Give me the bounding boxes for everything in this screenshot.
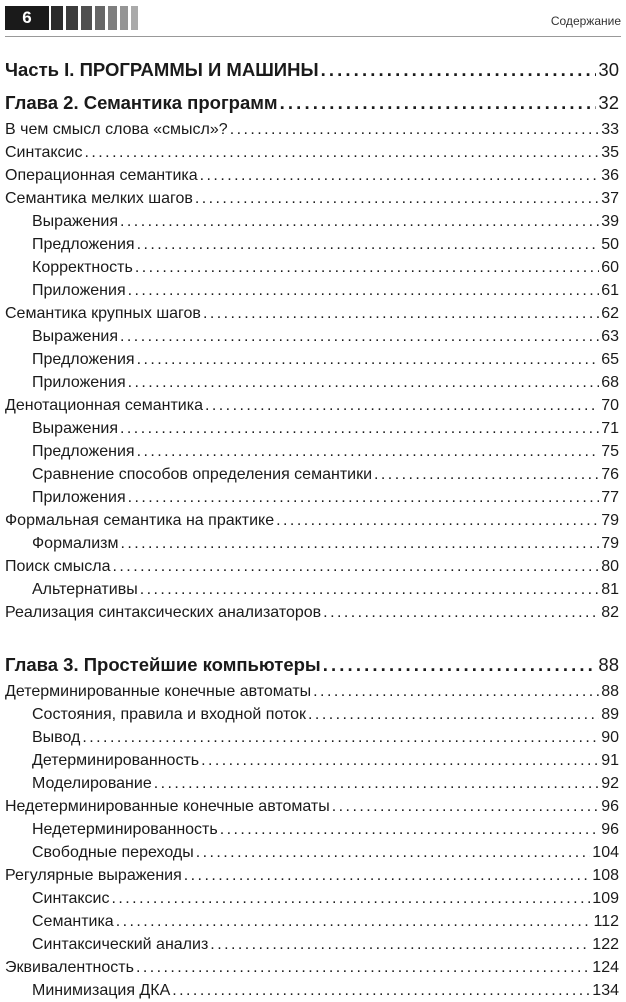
toc-entry-title: Предложения xyxy=(32,236,135,253)
toc-section-entry[interactable] xyxy=(5,164,619,187)
dot-leader xyxy=(140,578,600,601)
toc-chapter-page: 32 xyxy=(598,92,619,113)
toc-section-entry[interactable] xyxy=(5,141,619,164)
toc-subsection-entry[interactable] xyxy=(5,371,619,394)
header-bar xyxy=(51,6,63,30)
toc-entry-title: Предложения xyxy=(32,351,135,368)
toc-subsection-entry[interactable] xyxy=(5,463,619,486)
toc-subsection-entry[interactable] xyxy=(5,417,619,440)
toc-entry-title: Семантика xyxy=(32,913,114,930)
toc-entry-page: 60 xyxy=(601,259,619,276)
toc-entry-title: Сравнение способов определения семантики xyxy=(32,466,373,483)
toc-entry-page: 79 xyxy=(601,512,619,529)
toc-entry-title: Синтаксис xyxy=(5,144,83,161)
toc-subsection-entry[interactable] xyxy=(5,348,619,371)
toc-entry-title: Приложения xyxy=(32,489,126,506)
toc-entry-title: Реализация синтаксических анализаторов xyxy=(5,604,322,621)
dot-leader xyxy=(113,555,600,578)
toc-subsection-entry[interactable] xyxy=(5,532,619,555)
toc-entry-page: 79 xyxy=(601,535,619,552)
toc-entry-title: Минимизация ДКА xyxy=(32,982,171,999)
toc-entry-page: 81 xyxy=(601,581,619,598)
dot-leader xyxy=(154,772,599,795)
toc-entry-title: Семантика крупных шагов xyxy=(5,305,201,322)
toc-entry-page: 88 xyxy=(601,683,619,700)
dot-leader xyxy=(128,371,600,394)
toc-subsection-entry[interactable] xyxy=(5,772,619,795)
toc-subsection-entry[interactable] xyxy=(5,818,619,841)
toc-subsection-entry[interactable] xyxy=(5,841,619,864)
toc-entry-page: 36 xyxy=(601,167,619,184)
toc-entry-title: Детерминированные конечные автоматы xyxy=(5,683,312,700)
toc-entry-page: 96 xyxy=(601,821,619,838)
dot-leader xyxy=(201,749,599,772)
toc-chapter-title: Глава 3. Простейшие компьютеры xyxy=(5,654,321,675)
toc-section-entry[interactable] xyxy=(5,956,619,979)
dot-leader xyxy=(135,256,599,279)
chapter-3-sections xyxy=(5,680,619,1002)
toc-chapter-entry[interactable] xyxy=(5,88,619,118)
toc-section-entry[interactable] xyxy=(5,118,619,141)
dot-leader xyxy=(137,440,600,463)
toc-subsection-entry[interactable] xyxy=(5,256,619,279)
toc-entry-title: Выражения xyxy=(32,420,119,437)
toc-entry-title: Синтаксис xyxy=(32,890,110,907)
toc-chapter-page: 88 xyxy=(598,654,619,675)
toc-entry-title: Недетерминированные конечные автоматы xyxy=(5,798,330,815)
toc-entry-page: 82 xyxy=(601,604,619,621)
toc-entry-page: 104 xyxy=(592,844,619,861)
toc-section-entry[interactable] xyxy=(5,302,619,325)
toc-entry-page: 89 xyxy=(601,706,619,723)
toc-entry-page: 124 xyxy=(592,959,619,976)
header-bar xyxy=(108,6,117,30)
dot-leader xyxy=(323,601,599,624)
toc-entry-title: Приложения xyxy=(32,374,126,391)
toc-subsection-entry[interactable] xyxy=(5,279,619,302)
toc-entry-page: 96 xyxy=(601,798,619,815)
toc-entry-title: Регулярные выражения xyxy=(5,867,182,884)
dot-leader xyxy=(323,650,597,680)
dot-leader xyxy=(203,302,599,325)
dot-leader xyxy=(200,164,600,187)
toc-entry-page: 61 xyxy=(601,282,619,299)
decorative-bars xyxy=(51,6,141,30)
toc-subsection-entry[interactable] xyxy=(5,233,619,256)
header-bar xyxy=(131,6,138,30)
toc-entry-page: 77 xyxy=(601,489,619,506)
toc-chapter-title: Глава 2. Семантика программ xyxy=(5,92,278,113)
toc-subsection-entry[interactable] xyxy=(5,440,619,463)
toc-subsection-entry[interactable] xyxy=(5,887,619,910)
dot-leader xyxy=(308,703,599,726)
running-title: Содержание xyxy=(550,14,621,28)
dot-leader xyxy=(172,979,590,1002)
toc-subsection-entry[interactable] xyxy=(5,726,619,749)
dot-leader xyxy=(374,463,599,486)
toc-subsection-entry[interactable] xyxy=(5,325,619,348)
dot-leader xyxy=(332,795,599,818)
header-bar xyxy=(66,6,78,30)
dot-leader xyxy=(184,864,591,887)
toc-entry-title: Вывод xyxy=(32,729,81,746)
toc-entry-page: 112 xyxy=(593,913,619,930)
toc-subsection-entry[interactable] xyxy=(5,486,619,509)
toc-entry-title: Свободные переходы xyxy=(32,844,194,861)
dot-leader xyxy=(196,841,591,864)
toc-entry-page: 33 xyxy=(601,121,619,138)
toc-entry-title: Эквивалентность xyxy=(5,959,134,976)
toc-chapter-entry[interactable] xyxy=(5,650,619,680)
toc-subsection-entry[interactable] xyxy=(5,210,619,233)
dot-leader xyxy=(120,325,599,348)
toc-section-entry[interactable] xyxy=(5,680,619,703)
toc-entry-page: 37 xyxy=(601,190,619,207)
toc-section-entry[interactable] xyxy=(5,795,619,818)
dot-leader xyxy=(128,486,600,509)
toc-part-title: Часть I. ПРОГРАММЫ И МАШИНЫ xyxy=(5,59,319,80)
toc-entry-page: 50 xyxy=(601,236,619,253)
toc-entry-title: Моделирование xyxy=(32,775,152,792)
header-bar xyxy=(120,6,128,30)
toc-entry-page: 109 xyxy=(592,890,619,907)
toc-entry-page: 92 xyxy=(601,775,619,792)
toc-subsection-entry[interactable] xyxy=(5,933,619,956)
toc-entry-title: Корректность xyxy=(32,259,133,276)
dot-leader xyxy=(321,56,597,84)
toc-entry-title: Семантика мелких шагов xyxy=(5,190,193,207)
dot-leader xyxy=(112,887,591,910)
toc-section-entry[interactable] xyxy=(5,394,619,417)
toc-entry-page: 35 xyxy=(601,144,619,161)
toc-entry-title: Альтернативы xyxy=(32,581,138,598)
toc-section-entry[interactable] xyxy=(5,864,619,887)
dot-leader xyxy=(85,141,600,164)
toc-subsection-entry[interactable] xyxy=(5,749,619,772)
toc-entry-title: Приложения xyxy=(32,282,126,299)
toc-entry-page: 70 xyxy=(601,397,619,414)
dot-leader xyxy=(313,680,599,703)
toc-entry-page: 122 xyxy=(592,936,619,953)
toc-entry-page: 76 xyxy=(601,466,619,483)
toc-entry-title: Операционная семантика xyxy=(5,167,198,184)
dot-leader xyxy=(137,348,600,371)
dot-leader xyxy=(276,509,599,532)
dot-leader xyxy=(136,956,590,979)
toc-entry-title: В чем смысл слова «смысл»? xyxy=(5,121,228,138)
toc-entry-title: Выражения xyxy=(32,328,119,345)
page-number: 6 xyxy=(5,6,49,30)
dot-leader xyxy=(116,910,592,933)
dot-leader xyxy=(128,279,600,302)
header-bar xyxy=(81,6,92,30)
toc-entry-title: Состояния, правила и входной поток xyxy=(32,706,307,723)
toc-entry-page: 65 xyxy=(601,351,619,368)
dot-leader xyxy=(205,394,599,417)
toc-entry-title: Формальная семантика на практике xyxy=(5,512,275,529)
toc-entry-page: 71 xyxy=(601,420,619,437)
dot-leader xyxy=(137,233,600,256)
table-of-contents xyxy=(5,56,619,1002)
toc-entry-title: Недетерминированность xyxy=(32,821,218,838)
dot-leader xyxy=(82,726,599,749)
toc-entry-title: Синтаксический анализ xyxy=(32,936,209,953)
toc-entry-page: 80 xyxy=(601,558,619,575)
toc-entry-title: Формализм xyxy=(32,535,119,552)
toc-part-entry[interactable] xyxy=(5,56,619,84)
toc-entry-page: 39 xyxy=(601,213,619,230)
toc-subsection-entry[interactable] xyxy=(5,910,619,933)
header-bar xyxy=(95,6,105,30)
toc-entry-page: 108 xyxy=(592,867,619,884)
header-rule xyxy=(5,36,621,37)
toc-section-entry[interactable] xyxy=(5,555,619,578)
toc-entry-title: Выражения xyxy=(32,213,119,230)
dot-leader xyxy=(195,187,599,210)
page-header xyxy=(0,0,626,40)
chapter-2-sections xyxy=(5,118,619,624)
toc-subsection-entry[interactable] xyxy=(5,979,619,1002)
toc-entry-page: 90 xyxy=(601,729,619,746)
toc-part-page: 30 xyxy=(598,59,619,80)
toc-subsection-entry[interactable] xyxy=(5,703,619,726)
toc-entry-page: 63 xyxy=(601,328,619,345)
dot-leader xyxy=(120,210,599,233)
dot-leader xyxy=(210,933,590,956)
toc-entry-title: Предложения xyxy=(32,443,135,460)
toc-entry-page: 134 xyxy=(592,982,619,999)
spacer xyxy=(5,624,619,650)
toc-section-entry[interactable] xyxy=(5,187,619,210)
toc-subsection-entry[interactable] xyxy=(5,578,619,601)
dot-leader xyxy=(120,417,599,440)
toc-entry-page: 68 xyxy=(601,374,619,391)
toc-section-entry[interactable] xyxy=(5,601,619,624)
toc-entry-title: Денотационная семантика xyxy=(5,397,203,414)
dot-leader xyxy=(230,118,600,141)
dot-leader xyxy=(220,818,599,841)
toc-entry-page: 75 xyxy=(601,443,619,460)
toc-entry-page: 91 xyxy=(601,752,619,769)
toc-entry-page: 62 xyxy=(601,305,619,322)
toc-entry-title: Поиск смысла xyxy=(5,558,111,575)
dot-leader xyxy=(280,88,597,118)
dot-leader xyxy=(120,532,599,555)
toc-section-entry[interactable] xyxy=(5,509,619,532)
toc-entry-title: Детерминированность xyxy=(32,752,200,769)
